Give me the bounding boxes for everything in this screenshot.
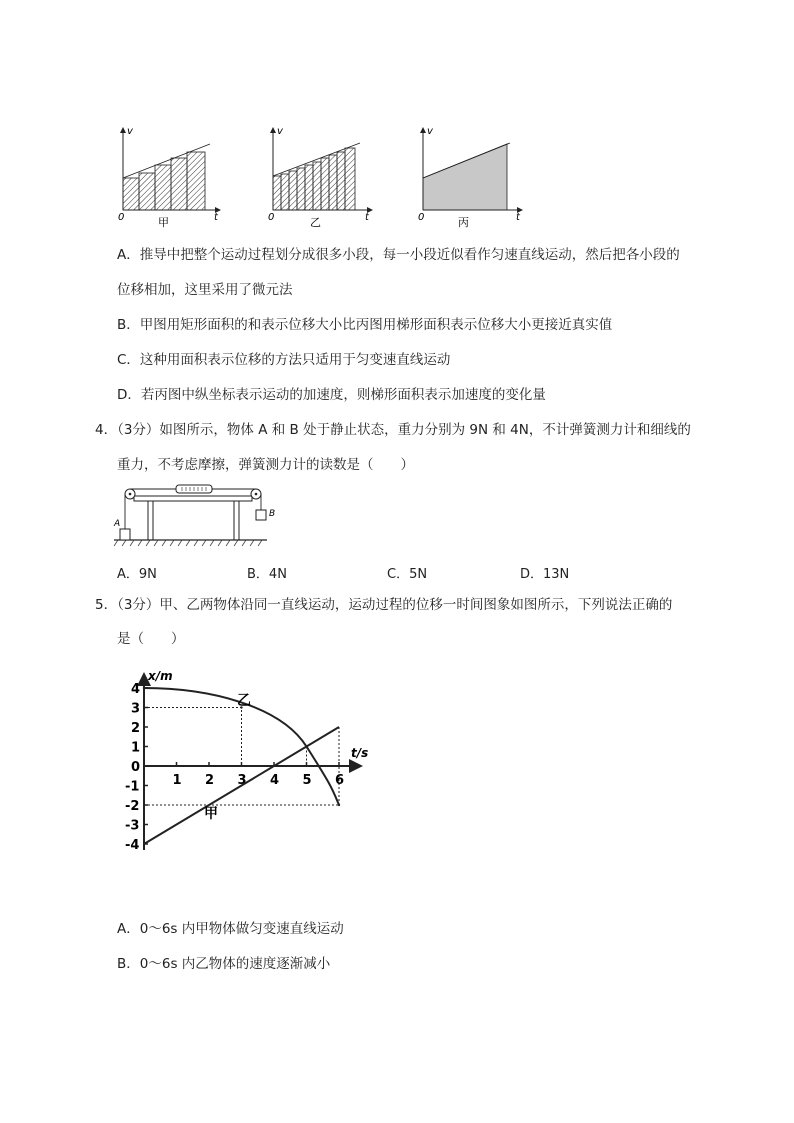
q4-pulley-figure — [112, 480, 276, 550]
q5-stem-line1: 5．（3分）甲、乙两物体沿同一直线运动，运动过程的位移一时间图象如图所示，下列说法正确的 — [95, 597, 673, 613]
y-tick-label: -3 — [125, 818, 140, 834]
x-tick-label: 2 — [205, 773, 215, 788]
y-tick-label: -1 — [125, 779, 140, 795]
x-axis-label: t/s — [351, 746, 369, 760]
q5-stem-line2: 是（ ） — [117, 631, 185, 647]
t-axis-label: t — [365, 212, 369, 223]
series-yi-point — [143, 687, 145, 689]
q4-option-b: B．4N — [247, 567, 287, 582]
v-axis-label: v — [127, 126, 133, 137]
q3-option-d: D．若丙图中纵坐标表示运动的加速度，则梯形面积表示加速度的变化量 — [117, 387, 546, 403]
q3-figure-row — [110, 120, 530, 230]
y-tick-label: 0 — [131, 760, 141, 775]
q5-option-b: B．0～6s 内乙物体的速度逐渐减小 — [117, 956, 331, 972]
series-label-jia: 甲 — [204, 806, 218, 822]
v-axis-label: v — [277, 126, 283, 137]
graph-bing — [418, 126, 522, 229]
x-tick-label: 4 — [270, 773, 280, 788]
graph-label-jia: 甲 — [158, 216, 169, 229]
origin-label: 0 — [118, 212, 125, 223]
q3-option-a: A．推导中把整个运动过程划分成很多小段，每一小段近似看作匀速直线运动，然后把各小段的 — [117, 247, 680, 263]
y-tick-label: -2 — [125, 799, 140, 814]
t-axis-label: t — [516, 212, 520, 223]
q3-option-b: B．甲图用矩形面积的和表示位移大小比丙图用梯形面积表示位移大小更接近真实值 — [117, 317, 613, 333]
q3-option-a-cont: 位移相加，这里采用了微元法 — [117, 282, 293, 298]
x-tick-label: 3 — [237, 773, 247, 788]
graph-yi — [268, 126, 372, 229]
v-axis-label: v — [427, 126, 433, 137]
y-tick-label: 4 — [131, 682, 141, 697]
q4-stem-line2: 重力，不考虑摩擦，弹簧测力计的读数是（ ） — [117, 457, 414, 473]
series-yi-point — [305, 745, 307, 747]
guide-line — [144, 708, 242, 767]
t-axis-label: t — [214, 212, 218, 223]
origin-label: 0 — [418, 212, 425, 223]
graph-jia — [118, 126, 220, 229]
graph-label-yi: 乙 — [310, 216, 321, 229]
y-tick-label: 1 — [131, 740, 141, 756]
q4-option-d: D．13N — [520, 567, 570, 582]
series-yi-point — [338, 804, 340, 806]
block-a-label: A — [114, 519, 121, 529]
y-tick-label: 2 — [131, 721, 141, 736]
x-tick-label: 5 — [302, 773, 312, 788]
q4-option-a: A．9N — [117, 567, 157, 582]
y-tick-label: -4 — [125, 838, 140, 853]
q5-xt-chart — [110, 658, 380, 858]
origin-label: 0 — [268, 212, 275, 223]
q3-option-c: C．这种用面积表示位移的方法只适用于匀变速直线运动 — [117, 352, 451, 368]
q4-stem-line1: 4．（3分）如图所示，物体 A 和 B 处于静止状态，重力分别为 9N 和 4N，不计弹簧测力计和细线的 — [95, 422, 691, 438]
x-tick-label: 1 — [172, 773, 182, 788]
q5-option-a: A．0～6s 内甲物体做匀变速直线运动 — [117, 921, 344, 937]
y-axis-label: x/m — [148, 669, 173, 683]
x-tick-label: 6 — [335, 773, 345, 788]
block-b-label: B — [269, 509, 276, 519]
y-tick-label: 3 — [131, 701, 141, 717]
q4-option-c: C．5N — [387, 567, 428, 582]
graph-label-bing: 丙 — [458, 216, 469, 229]
series-label-yi: 乙 — [237, 693, 251, 709]
